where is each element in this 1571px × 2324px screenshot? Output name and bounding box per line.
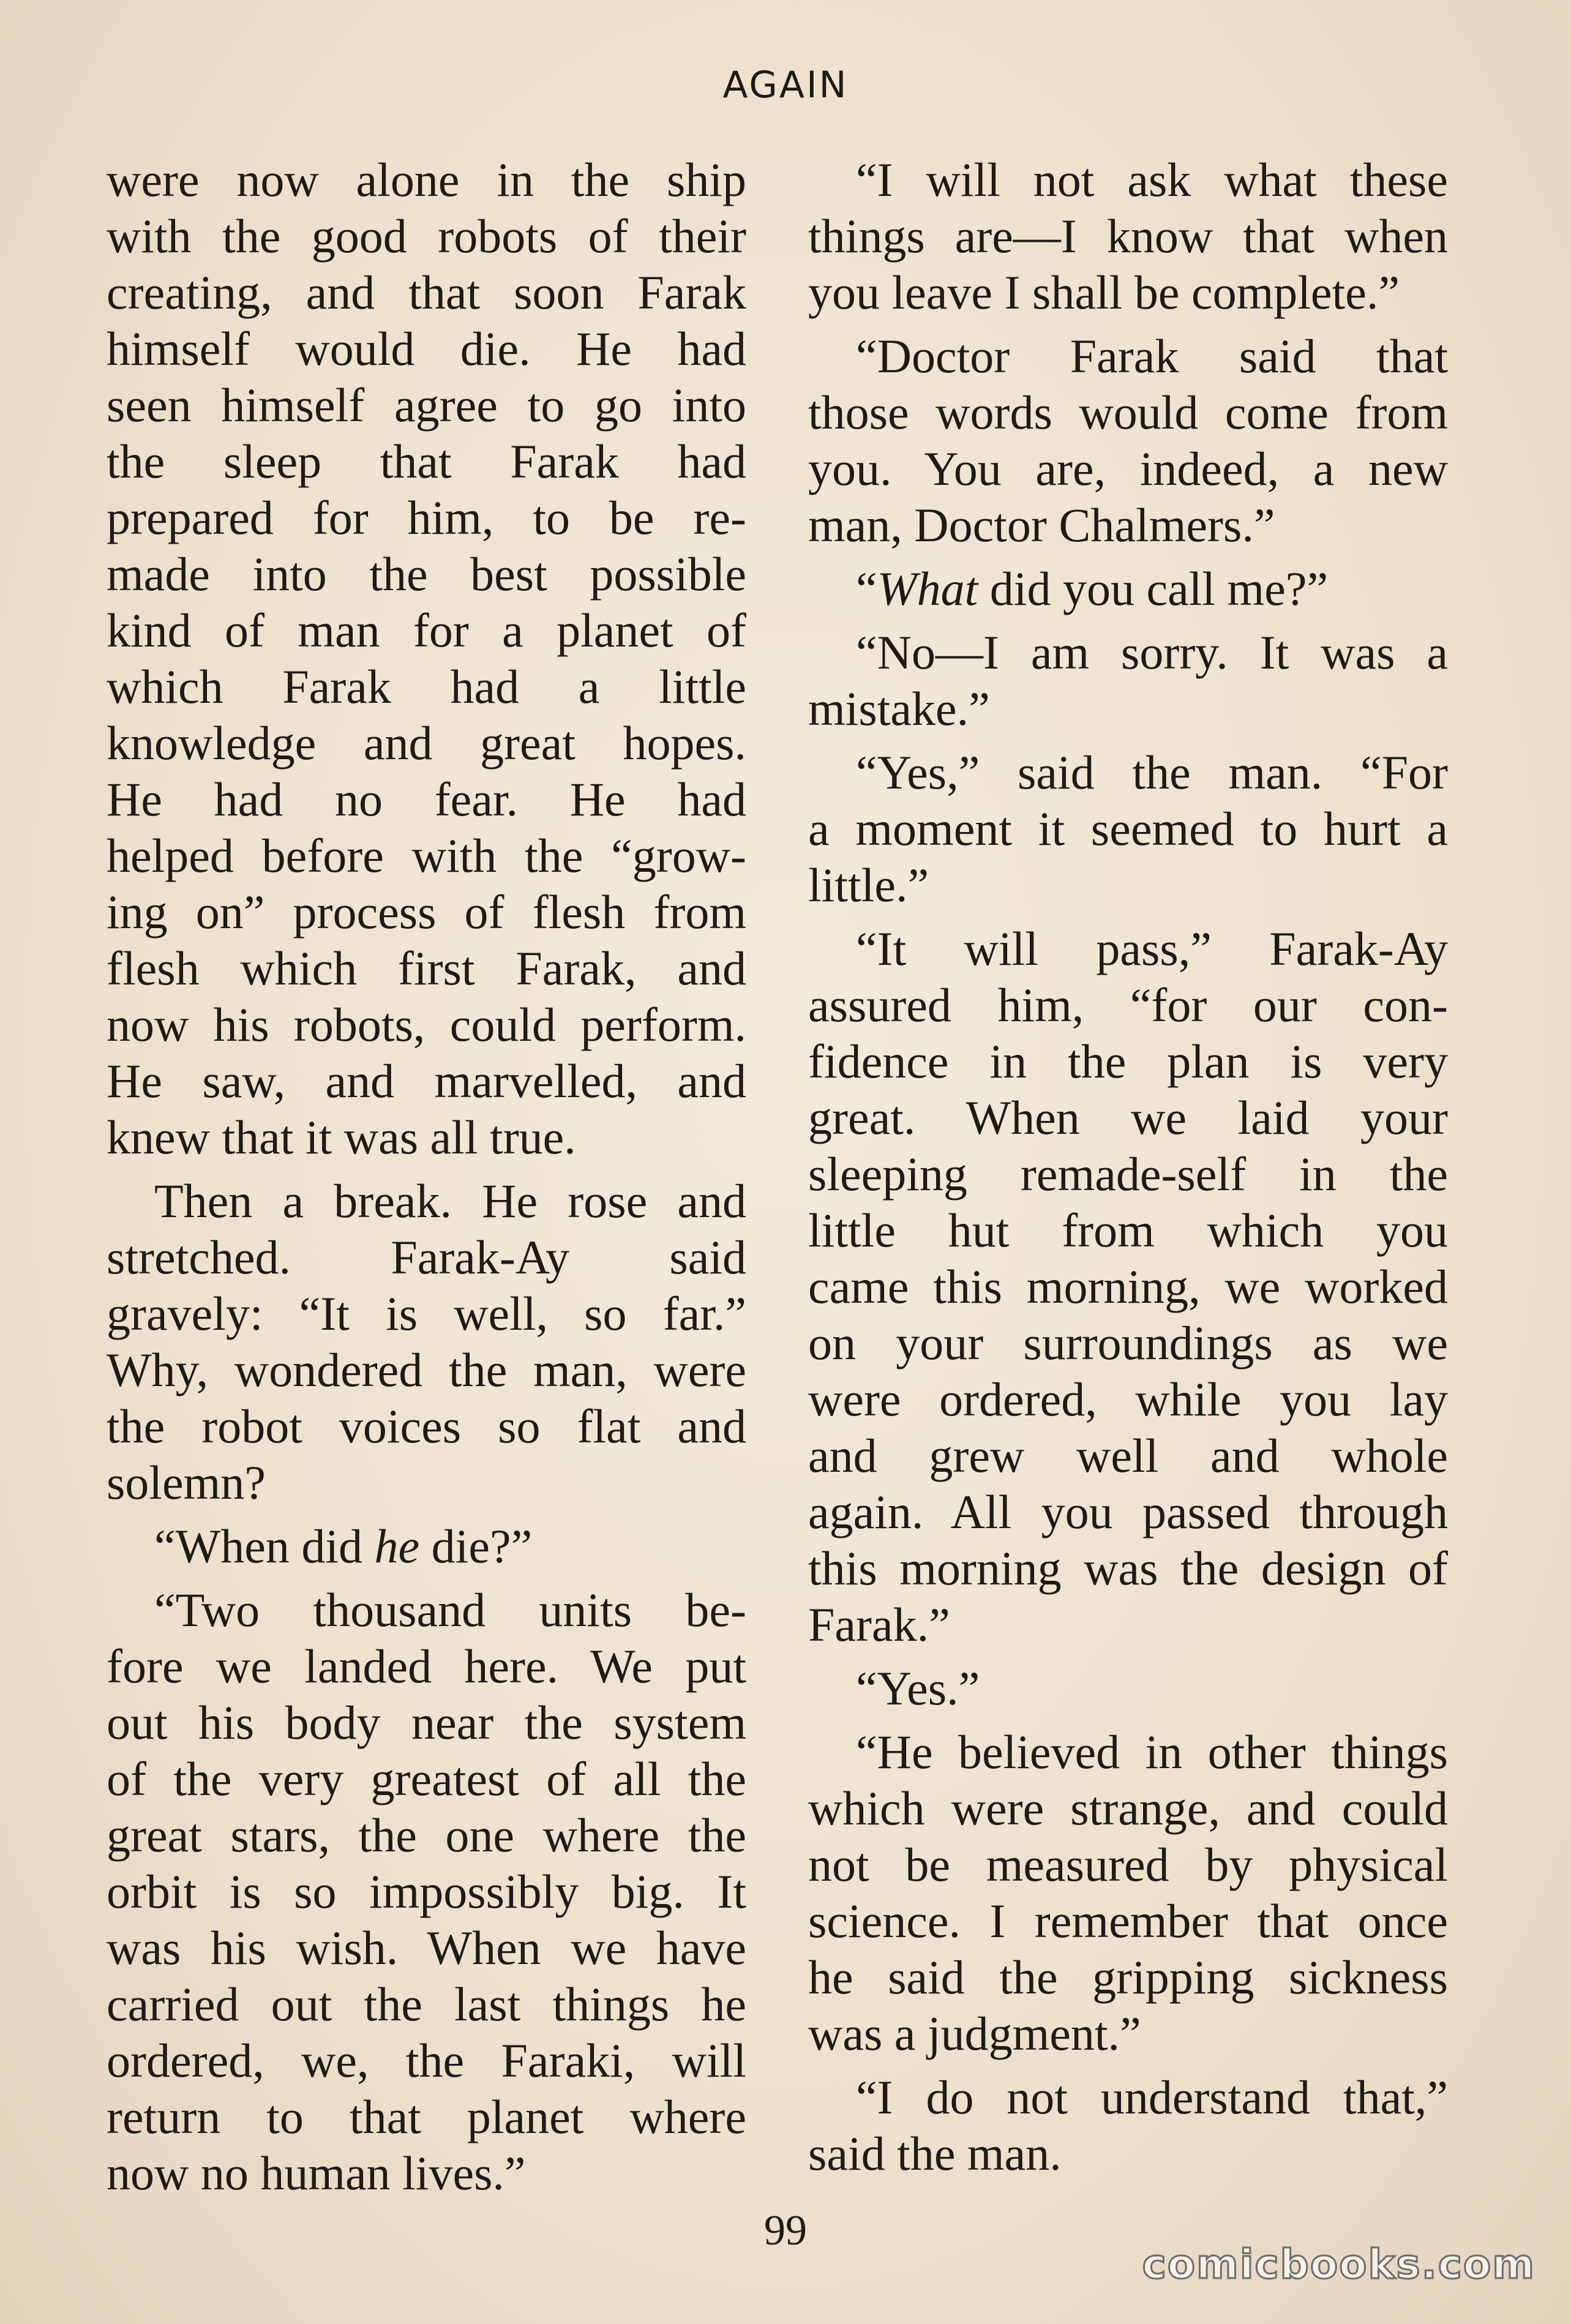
- text-line: himself would die. He had: [107, 322, 746, 375]
- text-line: orbit is so impossibly big. It: [107, 1865, 746, 1918]
- text-line: things are—I know that when: [808, 209, 1448, 263]
- text-line: little.”: [808, 858, 929, 912]
- text-line: assured him, “for our con-: [808, 978, 1448, 1032]
- text-line: helped before with the “grow-: [107, 829, 746, 882]
- text-line: man, Doctor Chalmers.”: [808, 498, 1275, 552]
- text-line: gravely: “It is well, so far.”: [107, 1287, 746, 1340]
- watermark: comicbooks.com: [1142, 2241, 1535, 2288]
- text-line: seen himself agree to go into: [107, 378, 746, 432]
- text-line: little hut from which you: [808, 1204, 1448, 1257]
- paragraph-gap: [808, 913, 1448, 921]
- text-line: and grew well and whole: [808, 1429, 1448, 1482]
- text-line: which were strange, and could: [808, 1782, 1448, 1835]
- paragraph-gap: [107, 1575, 746, 1582]
- text-line: said the man.: [808, 2127, 1062, 2180]
- text-line: “No—I am sorry. It was a: [856, 626, 1448, 679]
- text-line: knew that it was all true.: [107, 1111, 576, 1164]
- text-line: a moment it seemed to hurt a: [808, 802, 1448, 855]
- text-line: He saw, and marvelled, and: [107, 1054, 746, 1108]
- text-line: stretched. Farak-Ay said: [107, 1231, 746, 1284]
- text-line: “Doctor Farak said that: [856, 329, 1448, 383]
- text-line: mistake.”: [808, 682, 990, 735]
- text-line: “It will pass,” Farak-Ay: [856, 922, 1448, 975]
- text-line: “I will not ask what these: [856, 153, 1448, 206]
- text-line: knowledge and great hopes.: [107, 716, 746, 770]
- text-line: return to that planet where: [107, 2090, 746, 2143]
- text-line: fidence in the plan is very: [808, 1035, 1448, 1088]
- paragraph-gap: [808, 617, 1448, 624]
- text-line: fore we landed here. We put: [107, 1640, 746, 1693]
- text-line: not be measured by physical: [808, 1838, 1448, 1891]
- page-number: 99: [764, 2207, 807, 2254]
- paragraph-gap: [808, 1717, 1448, 1724]
- text-line: kind of man for a planet of: [107, 604, 746, 657]
- text-line: ing on” process of flesh from: [107, 885, 746, 939]
- text-line: he said the gripping sickness: [808, 1951, 1448, 2004]
- text-line: were ordered, while you lay: [808, 1373, 1448, 1426]
- text-line: solemn?: [107, 1456, 266, 1509]
- text-line: great stars, the one where the: [107, 1809, 746, 1862]
- text-line: was his wish. When we have: [107, 1921, 746, 1974]
- paragraph-gap: [808, 2062, 1448, 2069]
- text-line: ordered, we, the Faraki, will: [107, 2034, 746, 2087]
- text-line: “He believed in other things: [856, 1725, 1448, 1779]
- text-line: made into the best possible: [107, 547, 746, 601]
- text-line: now his robots, could perform.: [107, 998, 746, 1051]
- paragraph-gap: [107, 1166, 746, 1173]
- text-line: “I do not understand that,”: [856, 2071, 1448, 2124]
- text-line: Then a break. He rose and: [154, 1174, 746, 1228]
- text-line: which Farak had a little: [107, 660, 746, 713]
- paragraph-gap: [808, 737, 1448, 744]
- text-line: were now alone in the ship: [107, 153, 746, 206]
- text-line: was a judgment.”: [808, 2007, 1141, 2060]
- text-line: flesh which first Farak, and: [107, 942, 746, 995]
- text-line: this morning was the design of: [808, 1542, 1448, 1595]
- text-line: out his body near the system: [107, 1696, 746, 1749]
- paragraph-gap: [107, 1511, 746, 1518]
- text-line: with the good robots of their: [107, 209, 746, 263]
- text-line: He had no fear. He had: [107, 773, 746, 826]
- text-line: “When did he die?”: [154, 1520, 533, 1573]
- text-line: you leave I shall be complete.”: [808, 266, 1400, 319]
- text-line: Why, wondered the man, were: [107, 1343, 746, 1396]
- paragraph-gap: [808, 1653, 1448, 1660]
- left-text-column: [107, 152, 746, 2202]
- text-line: “What did you call me?”: [856, 562, 1329, 615]
- text-line: the robot voices so flat and: [107, 1400, 746, 1453]
- text-line: you. You are, indeed, a new: [808, 442, 1448, 495]
- text-line: again. All you passed through: [808, 1485, 1448, 1539]
- text-line: carried out the last things he: [107, 1977, 746, 2031]
- text-line: the sleep that Farak had: [107, 435, 746, 488]
- text-line: on your surroundings as we: [808, 1316, 1448, 1370]
- text-line: “Yes.”: [856, 1662, 980, 1715]
- text-line: now no human lives.”: [107, 2146, 526, 2200]
- text-line: sleeping remade-self in the: [808, 1147, 1448, 1201]
- paragraph-gap: [808, 553, 1448, 561]
- text-line: those words would come from: [808, 386, 1448, 439]
- text-line: Farak.”: [808, 1598, 950, 1651]
- right-text-column: [808, 152, 1448, 2182]
- text-line: science. I remember that once: [808, 1894, 1448, 1947]
- text-line: prepared for him, to be re-: [107, 491, 746, 544]
- text-line: “Yes,” said the man. “For: [856, 746, 1448, 799]
- text-line: came this morning, we worked: [808, 1260, 1448, 1313]
- running-head: AGAIN: [722, 64, 849, 107]
- text-line: “Two thousand units be-: [154, 1583, 746, 1636]
- paragraph-gap: [808, 321, 1448, 328]
- text-line: creating, and that soon Farak: [107, 266, 746, 319]
- text-line: great. When we laid your: [808, 1091, 1448, 1144]
- text-line: of the very greatest of all the: [107, 1752, 746, 1805]
